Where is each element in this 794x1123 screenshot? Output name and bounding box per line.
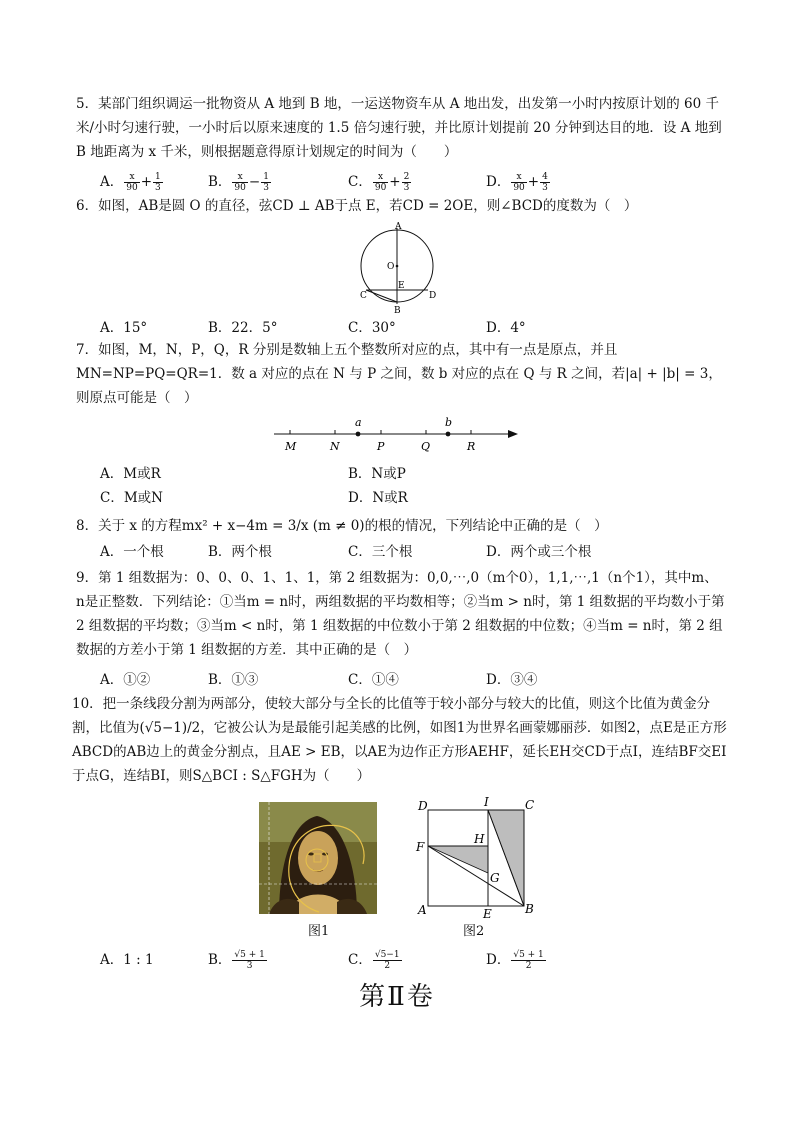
label-m: M	[285, 440, 297, 453]
question-10	[72, 692, 732, 788]
q5-option-d[interactable]: D． $\frac{x}{90}$ + $\frac{4}{3}$	[486, 172, 548, 193]
golden-square-figure	[412, 794, 542, 922]
q5-option-a[interactable]: A． $\frac{x}{90}$ + $\frac{1}{3}$	[100, 172, 161, 193]
label-d: D	[418, 799, 428, 813]
question-9	[76, 566, 726, 662]
question-8-options	[100, 540, 740, 562]
question-7	[76, 338, 726, 410]
q7-option-b[interactable]: B．N或P	[348, 466, 406, 482]
figure-1-caption: 图1	[308, 924, 330, 939]
q5-option-b[interactable]: B． $\frac{x}{90}$ − $\frac{1}{3}$	[208, 172, 269, 193]
label-c: C	[360, 291, 367, 301]
question-9-text: 9．第 1 组数据为：0、0、0、1、1、1，第 2 组数据为：0,0,⋯,0（m个0），1,1,⋯,1（n个1），其中m、n是正整数．下列结论：①当m = n时，两组数据的平均数相等；②当m > n时，第 1 组数据的平均数小于第 2 组数据的平均数；③当m < n时，第 1 组数据的中位数小于第 2 组数据的中位数；④当m = n时，第 2 组数据的方差小于第 1 组数据的方差．其中正确的是（ ）	[76, 570, 725, 658]
q6-option-d[interactable]: D．4°	[486, 320, 526, 336]
label-e: E	[483, 907, 492, 921]
q6-option-c[interactable]: C．30°	[348, 320, 396, 336]
question-5-text: 5．某部门组织调运一批物资从 A 地到 B 地，一运送物资车从 A 地出发，出发第一小时内按原计划的 60 千米/小时匀速行驶，一小时后以原来速度的 1.5 倍匀速行驶，并比原计划提前 20 分钟到达目的地．设 A 地到 B 地距离为 x 千米，则根据题意得原计划规定的时间为（ ）	[76, 96, 722, 160]
label-f: F	[416, 840, 425, 854]
q5-option-c[interactable]: C． $\frac{x}{90}$ + $\frac{2}{3}$	[348, 172, 410, 193]
label-o: O	[387, 262, 395, 272]
q7-option-c[interactable]: C．M或N	[100, 490, 163, 506]
question-7-options	[100, 462, 740, 510]
question-5	[76, 92, 726, 164]
question-8-text: 8．关于 x 的方程mx² + x−4m = 3/x (m ≠ 0)的根的情况，下列结论中正确的是（ ）	[76, 518, 608, 534]
question-6-options	[100, 316, 740, 338]
label-n: N	[330, 440, 340, 453]
label-a: A	[395, 222, 402, 232]
q9-option-c[interactable]: C．①④	[348, 672, 399, 688]
mona-lisa-image	[259, 802, 377, 914]
label-e: E	[398, 281, 405, 291]
label-g: G	[490, 871, 500, 885]
question-5-options	[100, 170, 740, 192]
label-a: A	[418, 903, 427, 917]
q8-option-a[interactable]: A．一个根	[100, 544, 164, 560]
label-b: B	[394, 306, 401, 314]
q7-option-d[interactable]: D．N或R	[348, 490, 408, 506]
axis-ticks	[290, 430, 471, 434]
label-q: Q	[421, 440, 431, 453]
q8-option-d[interactable]: D．两个或三个根	[486, 544, 592, 560]
label-r: R	[467, 440, 476, 453]
q7-option-a[interactable]: A．M或R	[100, 466, 161, 482]
question-6	[76, 194, 726, 218]
label-b: B	[525, 902, 534, 916]
question-10-options	[100, 948, 740, 970]
label-b: b	[445, 416, 453, 429]
q8-option-c[interactable]: C．三个根	[348, 544, 413, 560]
question-6-text: 6．如图，AB是圆 O 的直径，弦CD ⊥ AB于点 E，若CD = 2OE，则∠BCD的度数为（ ）	[76, 198, 638, 214]
q10-option-a[interactable]: A．1 : 1	[100, 952, 154, 968]
q6-option-b[interactable]: B．22．5°	[208, 320, 278, 336]
label-i: I	[484, 795, 489, 809]
q10-option-d[interactable]: D． $\frac{√5 + 1}{2}$	[486, 950, 544, 971]
question-10-text: 10．把一条线段分割为两部分，使较大部分与全长的比值等于较小部分与较大的比值，则这个比值为黄金分割，比值为(√5−1)/2，它被公认为是最能引起美感的比例，如图1为世界名画蒙娜丽莎．如图2，点E是正方形ABCD的AB边上的黄金分割点，且AE > EB，以AE为边作正方形AEHF，延长EH交CD于点I，连结BF交EI于点G，连结BI，则S△BCI : S△FGH为（ ）	[72, 696, 727, 784]
point-b	[446, 432, 451, 437]
label-a: a	[355, 416, 362, 429]
question-7-text: 7．如图，M，N，P，Q，R 分别是数轴上五个整数所对应的点，其中有一点是原点，并且 MN=NP=PQ=QR=1．数 a 对应的点在 N 与 P 之间，数 b 对应的点在 Q 与 R 之间，若|a| + |b| = 3，则原点可能是（ ）	[76, 342, 722, 406]
label-c: C	[525, 798, 535, 812]
question-8	[76, 514, 726, 538]
section-title: 第Ⅱ卷	[359, 982, 435, 1012]
circle-figure	[352, 218, 442, 314]
figure-2-caption: 图2	[463, 924, 485, 939]
q9-option-a[interactable]: A．①②	[100, 672, 151, 688]
q9-option-d[interactable]: D．③④	[486, 672, 538, 688]
label-h: H	[474, 832, 485, 846]
q6-option-a[interactable]: A．15°	[100, 320, 148, 336]
label-p: P	[377, 440, 385, 453]
point-a	[356, 432, 361, 437]
label-d: D	[429, 291, 437, 301]
q10-option-c[interactable]: C． $\frac{√5-1}{2}$	[348, 950, 400, 971]
question-9-options	[100, 668, 740, 690]
q9-option-b[interactable]: B．①③	[208, 672, 259, 688]
q10-option-b[interactable]: B． $\frac{√5 + 1}{3}$	[208, 950, 265, 971]
q8-option-b[interactable]: B．两个根	[208, 544, 272, 560]
number-line-figure	[268, 412, 524, 456]
